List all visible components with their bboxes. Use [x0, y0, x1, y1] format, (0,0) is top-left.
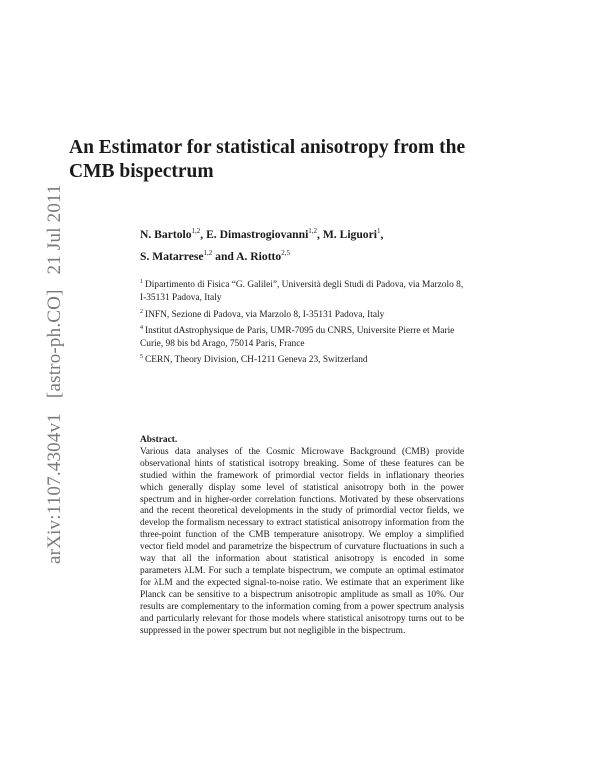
affiliation-number: 4	[140, 324, 143, 331]
author-affiliation-marker: 1,2	[308, 227, 318, 235]
author-name: S. Matarrese	[140, 249, 204, 263]
author-affiliation-marker: 1,2	[203, 248, 213, 257]
author-name: M. Liguori	[322, 227, 377, 241]
arxiv-id: arXiv:1107.4304v1	[44, 413, 65, 564]
affiliation-text: INFN, Sezione di Padova, via Marzolo 8, I-35131 Padova, Italy	[145, 309, 385, 320]
affiliation-text: Dipartimento di Fisica “G. Galilei”, Università degli Studi di Padova, via Marzolo 8, I-35131 Padova, Italy	[140, 280, 464, 304]
abstract-section	[140, 435, 464, 637]
affiliation-number: 2	[140, 308, 143, 315]
abstract-heading: Abstract.	[140, 435, 178, 445]
affiliation-list	[140, 276, 470, 368]
author-affiliation-marker: 1	[376, 227, 381, 235]
author-name: E. Dimastrogiovanni	[206, 227, 309, 241]
affiliation	[140, 351, 470, 367]
affiliation-text: Institut dAstrophysique de Paris, UMR-7095 du CNRS, Universite Pierre et Marie Curie, 98 bis bd Arago, 75014 Paris, France	[140, 325, 455, 350]
author	[140, 250, 236, 263]
author	[140, 228, 206, 241]
author-list	[140, 222, 460, 266]
affiliation-text: CERN, Theory Division, CH-1211 Geneva 23, Switzerland	[145, 355, 368, 366]
author-separator: ,	[317, 227, 323, 241]
author	[206, 228, 323, 241]
author-name: N. Bartolo	[140, 227, 192, 241]
affiliation	[140, 322, 470, 352]
author-separator: ,	[380, 227, 384, 241]
arxiv-identifier-stamp	[44, 182, 66, 564]
affiliation	[140, 306, 470, 322]
affiliation	[140, 276, 470, 306]
author-affiliation-marker: 2,5	[281, 248, 290, 257]
arxiv-category: [astro-ph.CO]	[44, 289, 65, 399]
author-separator: and	[212, 249, 237, 263]
affiliation-number: 1	[140, 279, 143, 285]
arxiv-date: 21 Jul 2011	[44, 184, 65, 275]
paper-title: An Estimator for statistical anisotropy from the CMB bispectrum	[69, 137, 466, 182]
author-name: A. Riotto	[236, 249, 282, 263]
author	[236, 250, 290, 263]
affiliation-number: 5	[140, 354, 143, 361]
author	[323, 228, 384, 241]
author-affiliation-marker: 1,2	[191, 227, 201, 235]
abstract-text: Various data analyses of the Cosmic Microwave Background (CMB) provide observational hints of statistical isotropy breaking. Some of these features can be studied within the framework of primordial vector fields in inflationary theories which generally display some level of statistical anisotropy both in the power spectrum and in higher-order correlation functions. Motivated by these observations and the recent theoretical developments in the study of primordial vector fields, we develop the formalism necessary to extract statistical anisotropy information from the three-point function of the CMB temperature anisotropy. We employ a simplified vector field model and parametrize the bispectrum of curvature fluctuations in such a way that all the information about statistical anisotropy is encoded in some parameters λLM. For such a template bispectrum, we compute an optimal estimator for λLM and the expected signal-to-noise ratio. We estimate that an experiment like Planck can be sensitive to a bispectrum anisotropic amplitude as small as 10%. Our results are complementary to the information coming from a power spectrum analysis and particularly relevant for those models where statistical anisotropy turns out to be suppressed in the power spectrum but not negligible in the bispectrum.	[140, 446, 464, 636]
author-separator: ,	[200, 227, 207, 241]
